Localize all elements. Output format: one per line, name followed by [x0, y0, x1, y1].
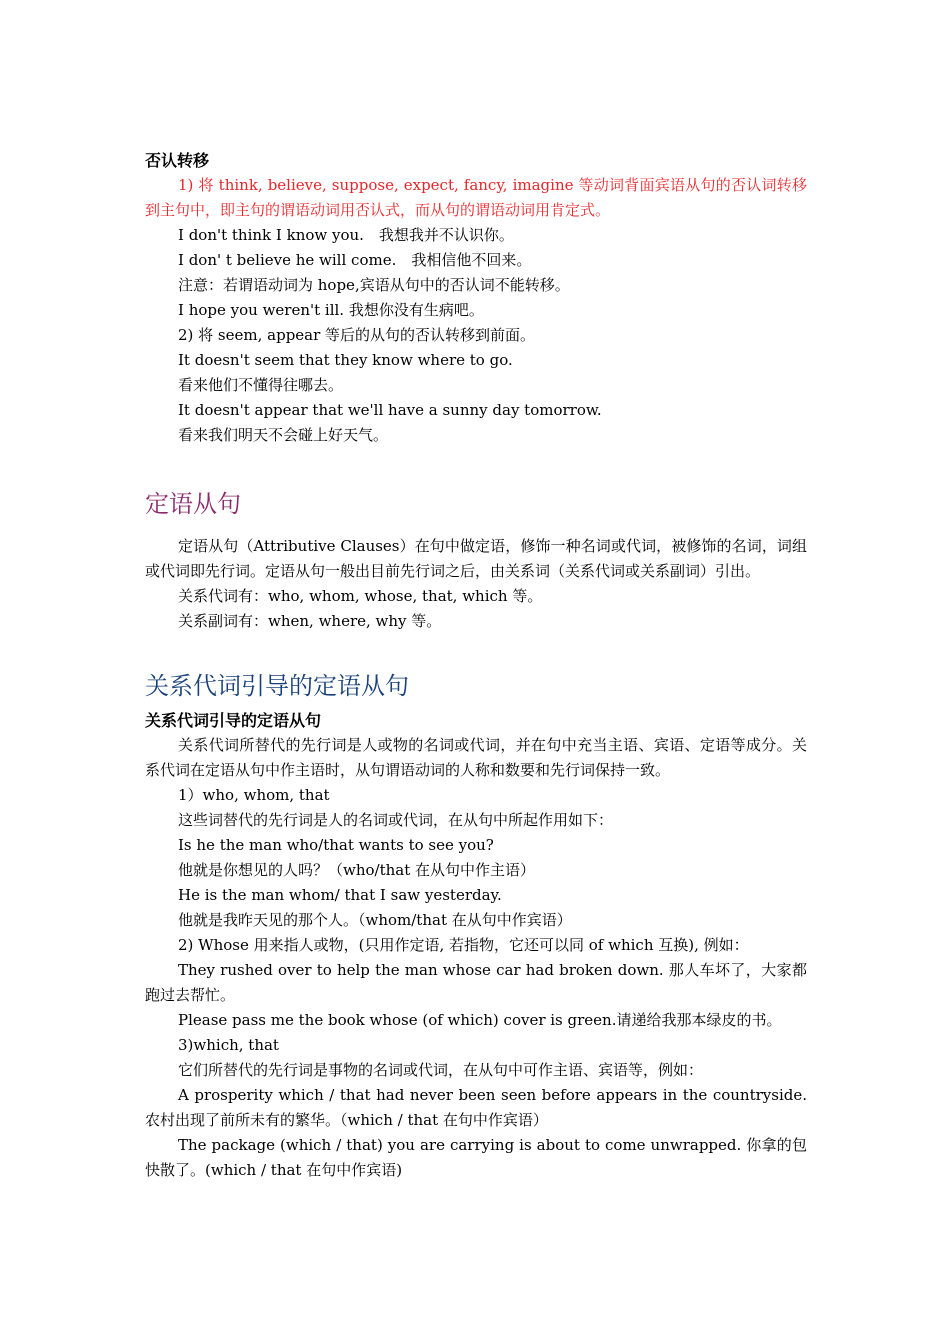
document-page — [145, 148, 807, 1183]
translation-line: 看来我们明天不会碰上好天气。 — [178, 426, 389, 444]
subheading-relative-pronoun-clauses: 关系代词引导的定语从句 — [145, 711, 322, 730]
relative-pronouns-line: 关系代词有：who, whom, whose, that, which 等。 — [178, 587, 543, 605]
list-item: 2) Whose 用来指人或物，(只用作定语, 若指物，它还可以同 of which 互换), 例如： — [178, 936, 749, 954]
paragraph-rule-2: 2) 将 seem, appear 等后的从句的否认转移到前面。 — [178, 326, 536, 344]
example-line: They rushed over to help the man whose car had broken down. 那人车坏了，大家都跑过去帮忙。 — [145, 961, 807, 1004]
example-line: It doesn't seem that they know where to go. — [178, 351, 513, 369]
paragraph-rule-1: 1) 将 think, believe, suppose, expect, fancy, imagine 等动词背面宾语从句的否认词转移到主句中，即主句的谓语动词用否认式，而从句的谓语动词用肯定式。 — [145, 176, 807, 219]
example-line: It doesn't appear that we'll have a sunny day tomorrow. — [178, 401, 602, 419]
example-line: I don't think I know you. 我想我并不认识你。 — [178, 226, 514, 244]
paragraph-definition: 定语从句（Attributive Clauses）在句中做定语，修饰一种名词或代词，被修饰的名词，词组或代词即先行词。定语从句一般出目前先行词之后，由关系词（关系代词或关系副词）引出。 — [145, 537, 807, 580]
heading-relative-pronoun-clauses: 关系代词引导的定语从句 — [145, 672, 409, 700]
example-line: I hope you weren't ill. 我想你没有生病吧。 — [178, 301, 484, 319]
translation-line: 他就是你想见的人吗？（who/that 在从句中作主语） — [178, 861, 536, 879]
paragraph-intro: 关系代词所替代的先行词是人或物的名词或代词，并在句中充当主语、宾语、定语等成分。关系代词在定语从句中作主语时，从句谓语动词的人称和数要和先行词保持一致。 — [145, 736, 807, 779]
paragraph-line: 这些词替代的先行词是人的名词或代词，在从句中所起作用如下： — [178, 811, 614, 829]
heading-attributive-clauses: 定语从句 — [145, 490, 241, 518]
list-item: 1）who, whom, that — [178, 786, 330, 804]
note-line: 注意：若谓语动词为 hope,宾语从句中的否认词不能转移。 — [178, 276, 570, 294]
example-line: Please pass me the book whose (of which) cover is green.请递给我那本绿皮的书。 — [178, 1011, 782, 1029]
example-line: He is the man whom/ that I saw yesterday. — [178, 886, 502, 904]
example-line: A prosperity which / that had never been seen before appears in the countryside. 农村出现了前所未有的繁华。（which / that 在句中作宾语） — [145, 1086, 807, 1129]
heading-negation-transfer: 否认转移 — [145, 151, 210, 170]
example-line: Is he the man who/that wants to see you? — [178, 836, 494, 854]
paragraph-line: 它们所替代的先行词是事物的名词或代词，在从句中可作主语、宾语等，例如： — [178, 1061, 704, 1079]
example-line: The package (which / that) you are carrying is about to come unwrapped. 你拿的包快散了。(which / that 在句中作宾语) — [145, 1136, 807, 1179]
list-item: 3)which, that — [178, 1036, 279, 1054]
translation-line: 看来他们不懂得往哪去。 — [178, 376, 344, 394]
relative-adverbs-line: 关系副词有：when, where, why 等。 — [178, 612, 442, 630]
example-line: I don' t believe he will come. 我相信他不回来。 — [178, 251, 532, 269]
translation-line: 他就是我昨天见的那个人。（whom/that 在从句中作宾语） — [178, 911, 572, 929]
